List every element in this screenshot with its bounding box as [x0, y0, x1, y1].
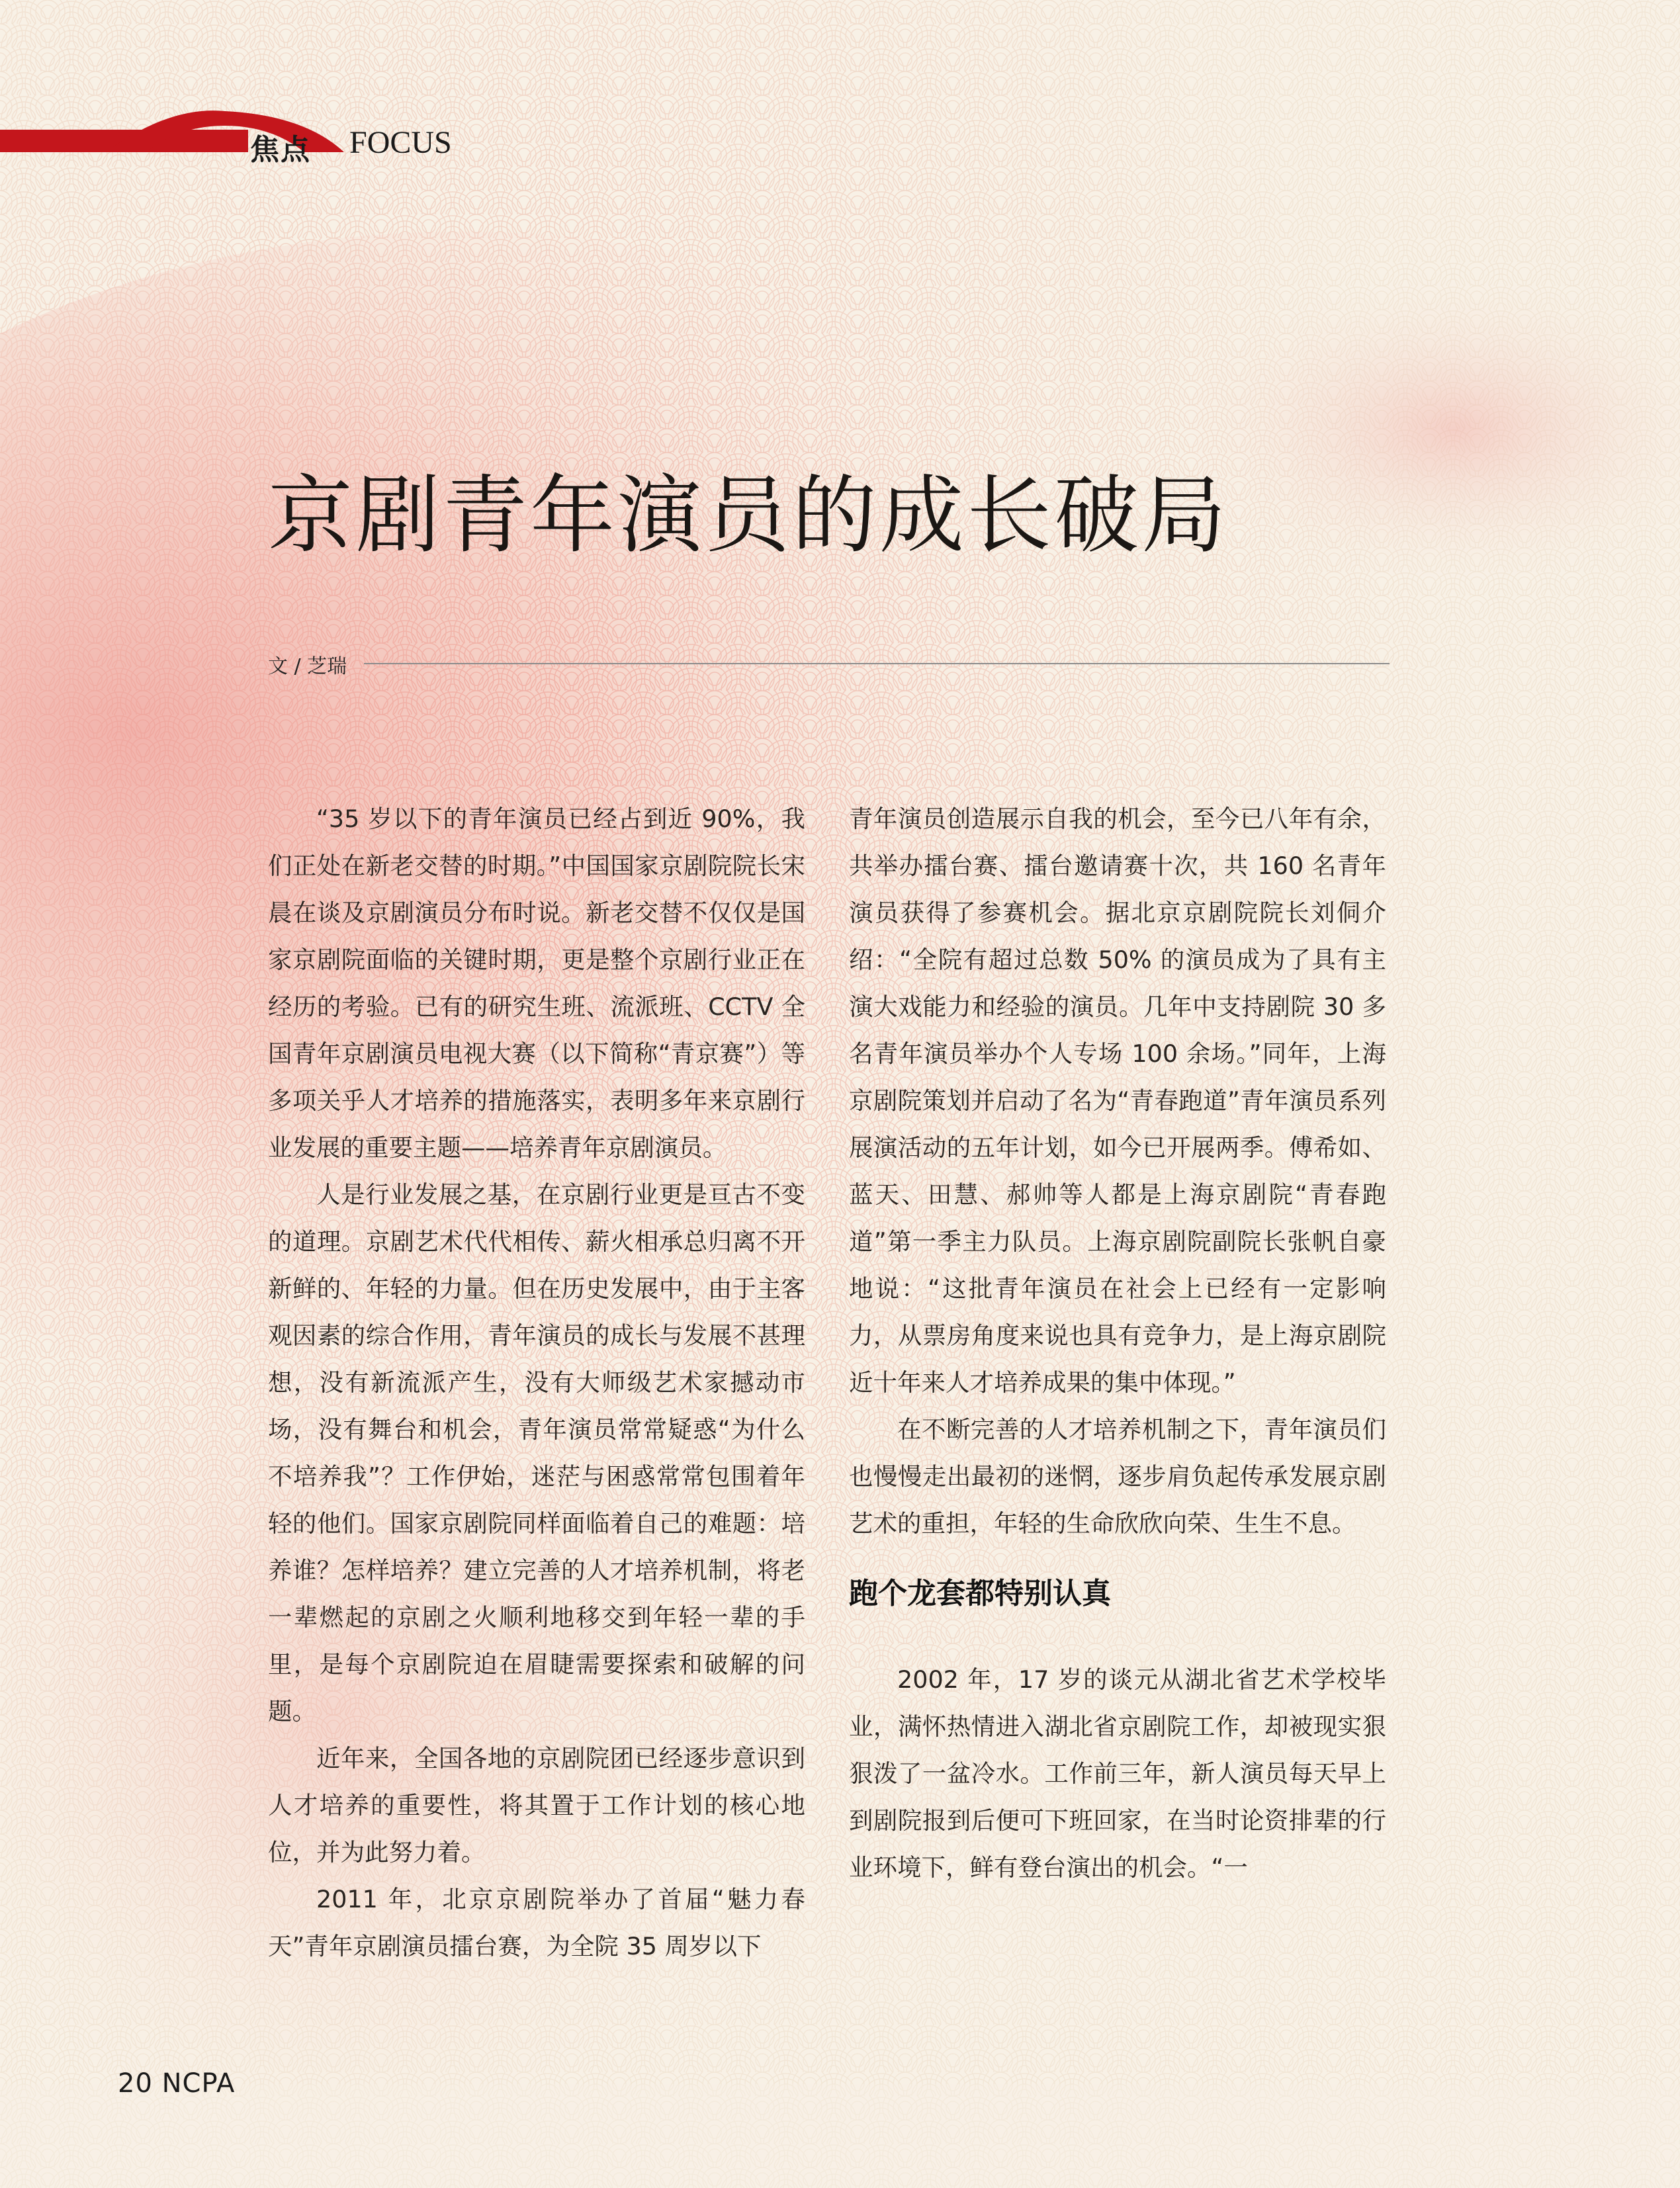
spacer	[849, 1617, 1386, 1656]
body-column-right	[849, 795, 1386, 1891]
spacer	[849, 1547, 1386, 1570]
page-folio: 20 NCPA	[118, 2068, 236, 2099]
section-label-en: FOCUS	[349, 125, 452, 160]
subheading: 跑个龙套都特别认真	[849, 1577, 1111, 1610]
paragraph-continued: 青年演员创造展示自我的机会，至今已八年有余，共举办擂台赛、擂台邀请赛十次，共 160 名青年演员获得了参赛机会。据北京京剧院院长刘侗介绍：“全院有超过总数 50% 的演员成为了具有主演大戏能力和经验的演员。几年中支持剧院 30 多名青年演员举办个人专场 100 余场。”同年，上海京剧院策划并启动了名为“青春跑道”青年演员系列展演活动的五年计划，如今已开展两季。傅希如、蓝天、田慧、郝帅等人都是上海京剧院“青春跑道”第一季主力队员。上海京剧院副院长张帆自豪地说：“这批青年演员在社会上已经有一定影响力，从票房角度来说也具有竞争力，是上海京剧院近十年来人才培养成果的集中体现。”	[849, 805, 1386, 1397]
byline-rule	[364, 663, 1390, 664]
byline: 文 / 芝瑞	[268, 655, 347, 678]
paragraph: “35 岁以下的青年演员已经占到近 90%，我们正处在新老交替的时期。”中国国家京剧院院长宋晨在谈及京剧演员分布时说。新老交替不仅仅是国家京剧院面临的关键时期，更是整个京剧行业正在经历的考验。已有的研究生班、流派班、CCTV 全国青年京剧演员电视大赛（以下简称“青京赛”）等多项关乎人才培养的措施落实，表明多年来京剧行业发展的重要主题——培养青年京剧演员。	[268, 805, 805, 1162]
section-label: 焦点	[250, 133, 311, 167]
article-title: 京剧青年演员的成长破局	[268, 466, 1229, 565]
paragraph: 2011 年，北京京剧院举办了首届“魅力春天”青年京剧演员擂台赛，为全院 35 周岁以下	[268, 1885, 805, 1960]
body-column-left	[268, 795, 805, 1970]
paragraph: 近年来，全国各地的京剧院团已经逐步意识到人才培养的重要性，将其置于工作计划的核心地位，并为此努力着。	[268, 1744, 805, 1866]
header-red-arc	[106, 106, 357, 159]
paragraph: 人是行业发展之基，在京剧行业更是亘古不变的道理。京剧艺术代代相传、薪火相承总归离不开新鲜的、年轻的力量。但在历史发展中，由于主客观因素的综合作用，青年演员的成长与发展不甚理想，没有新流派产生，没有大师级艺术家撼动市场，没有舞台和机会，青年演员常常疑惑“为什么不培养我”？工作伊始，迷茫与困惑常常包围着年轻的他们。国家京剧院同样面临着自己的难题：培养谁？怎样培养？建立完善的人才培养机制，将老一辈燃起的京剧之火顺利地移交到年轻一辈的手里，是每个京剧院迫在眉睫需要探索和破解的问题。	[268, 1180, 805, 1726]
paragraph: 2002 年，17 岁的谈元从湖北省艺术学校毕业，满怀热情进入湖北省京剧院工作，却被现实狠狠泼了一盆冷水。工作前三年，新人演员每天早上到剧院报到后便可下班回家，在当时论资排辈的行业环境下，鲜有登台演出的机会。“一	[849, 1665, 1386, 1882]
paragraph: 在不断完善的人才培养机制之下，青年演员们也慢慢走出最初的迷惘，逐步肩负起传承发展京剧艺术的重担，年轻的生命欣欣向荣、生生不息。	[849, 1415, 1386, 1538]
